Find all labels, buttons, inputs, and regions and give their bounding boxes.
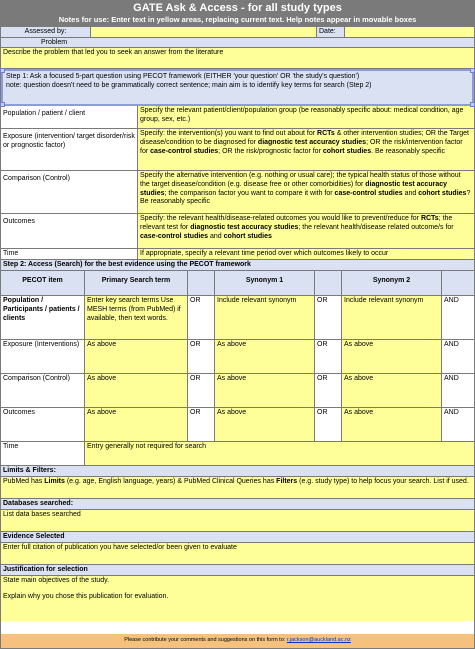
- step1-field-comparison[interactable]: Specify the alternative intervention (e.g. nothing or usual care); the typical health status of those without the target disease/condition (e.g. disease free or other comorbidities) for diagnostic test accuracy studies; the comparison factor you want to compare it with for case-control studies and cohort studies? Be reasonably specific: [138, 171, 474, 213]
- step2-item-population: Population / Participants / patients / clients: [1, 296, 85, 339]
- step2-item-time: Time: [1, 442, 85, 465]
- step2-primary-comparison[interactable]: As above: [85, 374, 188, 407]
- step2-primary-time[interactable]: Entry generally not required for search: [85, 442, 474, 465]
- limits-text: PubMed has Limits (e.g. age, English language, years) & PubMed Clinical Queries has Filters (e.g. study type) to help focus your search. List if used.: [3, 478, 469, 485]
- step1-label-outcomes: Outcomes: [1, 214, 138, 248]
- step1-field-time[interactable]: If appropriate, specify a relevant time period over which outcomes likely to occur: [138, 249, 474, 259]
- justification-heading-row: [1, 565, 474, 576]
- step1-row-comparison: [1, 171, 474, 214]
- or-label: OR: [315, 296, 342, 339]
- or-label: OR: [188, 340, 215, 373]
- or-label: OR: [188, 296, 215, 339]
- step2-synonym2-population[interactable]: Include relevant synonym: [342, 296, 442, 339]
- step1-row-population: [1, 106, 474, 129]
- problem-header: [1, 38, 474, 48]
- step2-heading-row: [1, 260, 474, 271]
- evidence-heading: Evidence Selected: [3, 533, 65, 540]
- assessment-row: [1, 27, 474, 38]
- step2-synonym2-outcomes[interactable]: As above: [342, 408, 442, 441]
- limits-field[interactable]: [1, 477, 474, 499]
- and-label: AND: [444, 409, 459, 416]
- justification-field[interactable]: [1, 576, 474, 621]
- col-or-1: [188, 271, 215, 295]
- evidence-text: Enter full citation of publication you have selected/or been given to evaluate: [3, 544, 237, 551]
- resize-handle-bottom-left[interactable]: [0, 102, 5, 107]
- step1-note: note: question doesn't need to be grammatically correct sentence; main aim is to identify key terms for search (Step 2): [6, 81, 372, 89]
- step1-heading: Step 1: Ask a focused 5-part question using PECOT framework (EITHER 'your question' OR 'the study's question'): [6, 73, 360, 80]
- step2-synonym2-exposure[interactable]: As above: [342, 340, 442, 373]
- step1-row-outcomes: [1, 214, 474, 249]
- footer-text: Please contribute your comments and suggestions on this form to:: [124, 637, 287, 643]
- limits-heading: Limits & Filters:: [3, 467, 56, 474]
- col-synonym-1: Synonym 1: [215, 271, 315, 295]
- step2-synonym1-exposure[interactable]: As above: [215, 340, 315, 373]
- resize-handle-top-left[interactable]: [0, 68, 5, 73]
- step2-primary-exposure[interactable]: As above: [85, 340, 188, 373]
- problem-text: Describe the problem that led you to seek an answer from the literature: [3, 49, 224, 56]
- step1-field-population[interactable]: Specify the relevant patient/client/population group (be reasonably specific about: medical condition, age group, sex, etc.): [138, 106, 474, 128]
- databases-heading: Databases searched:: [3, 500, 74, 507]
- and-label: AND: [444, 297, 459, 304]
- or-label: OR: [188, 408, 215, 441]
- step2-synonym2-comparison[interactable]: As above: [342, 374, 442, 407]
- assessed-by-field[interactable]: [91, 27, 317, 37]
- step2-synonym1-outcomes[interactable]: As above: [215, 408, 315, 441]
- problem-label: Problem: [41, 39, 68, 46]
- justification-text: State main objectives of the study. Explain why you chose this publication for evaluation.: [3, 577, 169, 600]
- step1-label-time: Time: [1, 249, 138, 259]
- col-synonym-2: Synonym 2: [342, 271, 442, 295]
- or-label: OR: [315, 374, 342, 407]
- date-field[interactable]: [345, 27, 474, 37]
- step2-heading: Step 2: Access (Search) for the best evidence using the PECOT framework: [3, 261, 251, 268]
- step2-row-population: [1, 296, 474, 340]
- databases-field[interactable]: [1, 510, 474, 532]
- assessed-by-label: Assessed by:: [1, 27, 91, 37]
- resize-handle-bottom-right[interactable]: [470, 102, 475, 107]
- col-pecot-item: PECOT item: [1, 271, 85, 295]
- footer: [1, 634, 474, 648]
- step2-row-exposure: [1, 340, 474, 374]
- step1-help-box[interactable]: [1, 69, 474, 106]
- or-label: OR: [188, 374, 215, 407]
- or-label: OR: [315, 408, 342, 441]
- step2-row-time: [1, 442, 474, 466]
- step2-column-headers: [1, 271, 474, 296]
- step1-row-exposure: [1, 129, 474, 171]
- step2-row-comparison: [1, 374, 474, 408]
- step2-primary-population[interactable]: Enter key search terms Use MESH terms (from PubMed) if available, then text words.: [85, 296, 188, 339]
- step2-primary-outcomes[interactable]: As above: [85, 408, 188, 441]
- or-label: OR: [315, 340, 342, 373]
- footer-email-link[interactable]: r.jackson@auckland.ac.nz: [286, 637, 351, 643]
- step1-label-population: Population / patient / client: [1, 106, 138, 128]
- form-notes: Notes for use: Enter text in yellow areas, replacing current text. Help notes appear in movable boxes: [58, 15, 417, 24]
- limits-heading-row: [1, 466, 474, 477]
- col-and: [442, 271, 474, 295]
- problem-field[interactable]: [1, 48, 474, 69]
- step2-item-outcomes: Outcomes: [1, 408, 85, 441]
- step2-synonym1-population[interactable]: Include relevant synonym: [215, 296, 315, 339]
- step2-row-outcomes: [1, 408, 474, 442]
- evidence-field[interactable]: [1, 543, 474, 565]
- evidence-heading-row: [1, 532, 474, 543]
- step1-field-outcomes[interactable]: Specify: the relevant health/disease-related outcomes you would like to prevent/reduce for RCTs; the relevant test for diagnostic test accuracy studies; the relevant health/disease related outcome/s for case-control studies and cohort studies: [138, 214, 474, 248]
- databases-heading-row: [1, 499, 474, 510]
- col-primary-term: Primary Search term: [85, 271, 188, 295]
- form-title: GATE Ask & Access - for all study types: [133, 2, 342, 14]
- step1-label-comparison: Comparison (Control): [1, 171, 138, 213]
- date-label: Date:: [317, 27, 345, 37]
- step2-item-comparison: Comparison (Control): [1, 374, 85, 407]
- and-label: AND: [444, 375, 459, 382]
- form-header: [1, 1, 474, 27]
- and-label: AND: [444, 341, 459, 348]
- databases-text: List data bases searched: [3, 511, 81, 518]
- col-or-2: [315, 271, 342, 295]
- justification-heading: Justification for selection: [3, 566, 88, 573]
- step2-item-exposure: Exposure (Interventions): [1, 340, 85, 373]
- step2-synonym1-comparison[interactable]: As above: [215, 374, 315, 407]
- step1-label-exposure: Exposure (intervention/ target disorder/risk or prognostic factor): [1, 129, 138, 170]
- step1-field-exposure[interactable]: Specify: the intervention(s) you want to find out about for RCTs & other intervention studies; OR the Target disease/condition to be diagnosed for diagnostic test accuracy studies; OR the risk/intervention factor for case-control studies; OR the risk/prognostic factor for cohort studies. Be reasonably specific: [138, 129, 474, 170]
- step1-row-time: [1, 249, 474, 260]
- resize-handle-top-right[interactable]: [470, 68, 475, 73]
